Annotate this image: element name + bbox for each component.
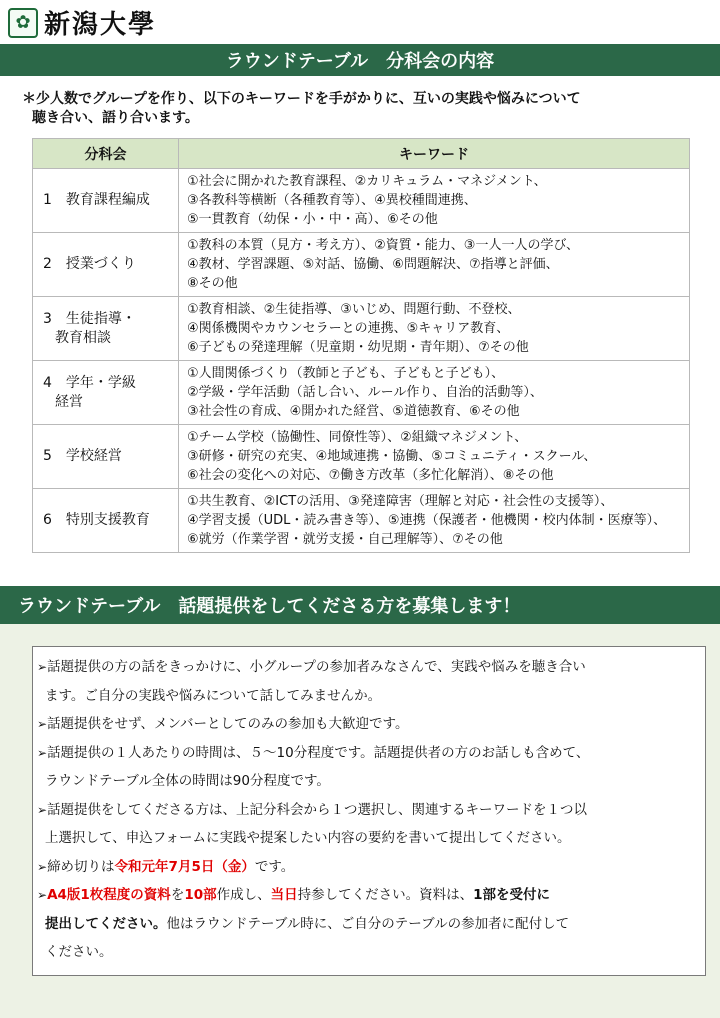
- keyword-line: ③社会性の育成、④開かれた経営、⑤道徳教育、⑥その他: [187, 404, 520, 419]
- page-header: [0, 0, 720, 46]
- row-keywords: [179, 233, 690, 297]
- keyword-line: ④関係機関やカウンセラーとの連携、⑤キャリア教育、: [187, 321, 510, 336]
- keyword-line: ⑥子どもの発達理解（児童期・幼児期・青年期）、⑦その他: [187, 340, 529, 355]
- material-day: 当日: [270, 887, 298, 903]
- keyword-line: ①社会に開かれた教育課程、②カリキュラム・マネジメント、: [187, 174, 547, 189]
- notice-item: [37, 881, 697, 910]
- category-label: 2 授業づくり: [43, 256, 136, 272]
- section1-title: ラウンドテーブル 分科会の内容: [0, 44, 720, 76]
- row-category: [33, 297, 179, 361]
- intro-line-1: ＊少人数でグループを作り、以下のキーワードを手がかりに、互いの実践や悩みについて: [22, 91, 581, 107]
- keyword-line: ①教科の本質（見方・考え方）、②資質・能力、③一人一人の学び、: [187, 238, 579, 253]
- row-category: [33, 233, 179, 297]
- keyword-line: ④学習支援（UDL・読み書き等）、⑤連携（保護者・他機関・校内体制・医療等）、: [187, 513, 667, 528]
- bullet-arrow-icon: ➢: [37, 802, 48, 817]
- category-label-2: 教育相談: [55, 329, 111, 346]
- bullet-arrow-icon: ➢: [37, 745, 48, 760]
- row-category: [33, 489, 179, 553]
- notice-text: 持参してください。資料は、: [297, 887, 474, 903]
- deadline-date: 令和元年7月5日（金）: [114, 858, 255, 875]
- notice-text: 他はラウンドテーブル時に、ご自分のテーブルの参加者に配付して: [166, 915, 570, 932]
- notice-text: 作成し、: [216, 887, 271, 903]
- table-row: [33, 425, 690, 489]
- notice-text: 話題提供をしてくださる方は、上記分科会から１つ選択し、関連するキーワードを１つ以: [47, 801, 588, 818]
- intro-line-2: 聴き合い、語り合います。: [32, 110, 199, 126]
- university-name: 新潟大學: [44, 10, 157, 40]
- row-category: [33, 361, 179, 425]
- notice-text: 締め切りは: [47, 858, 115, 875]
- keyword-line: ③各教科等横断（各種教育等）、④異校種間連携、: [187, 193, 477, 208]
- header-keyword: キーワード: [179, 139, 690, 169]
- notice-text: を: [170, 887, 185, 903]
- row-keywords: [179, 297, 690, 361]
- notice-item-cont: ください。: [45, 944, 113, 960]
- notice-item-cont: [37, 910, 697, 939]
- keyword-line: ③研修・研究の充実、④地域連携・協働、⑤コミュニティ・スクール、: [187, 449, 597, 464]
- keyword-line: ⑤一貫教育（幼保・小・中・高）、⑥その他: [187, 212, 438, 227]
- notice-text: 話題提供の方の話をきっかけに、小グループの参加者みなさんで、実践や悩みを聴き合い: [47, 659, 586, 675]
- bullet-arrow-icon: ➢: [37, 717, 48, 731]
- notice-item: [37, 796, 697, 825]
- header-bunkakai: 分科会: [33, 139, 179, 169]
- notice-item: [37, 710, 697, 739]
- keyword-line: ④教材、学習課題、⑤対話、協働、⑥問題解決、⑦指導と評価、: [187, 257, 559, 272]
- material-size: A4版1枚程度の資料: [47, 887, 171, 903]
- notice-emphasis: 1部を受付に: [473, 887, 551, 903]
- notice-text: 話題提供をせず、メンバーとしてのみの参加も大歓迎です。: [47, 716, 409, 732]
- category-label: 5 学校経営: [43, 448, 122, 464]
- recruitment-notice: [32, 646, 706, 976]
- category-label-2: 経営: [55, 393, 83, 410]
- category-label: 6 特別支援教育: [43, 512, 150, 528]
- row-keywords: [179, 361, 690, 425]
- university-seal-icon: ✿: [8, 8, 38, 38]
- table-header-row: [33, 139, 690, 169]
- notice-item-cont: 上選択して、申込フォームに実践や提案したい内容の要約を書いて提出してください。: [45, 830, 571, 846]
- notice-item: [37, 653, 697, 682]
- section2-title: ラウンドテーブル 話題提供をしてくださる方を募集します！: [0, 586, 720, 624]
- row-keywords: [179, 425, 690, 489]
- bullet-arrow-icon: ➢: [37, 859, 48, 874]
- keyword-line: ⑥就労（作業学習・就労支援・自己理解等）、⑦その他: [187, 532, 503, 547]
- bullet-arrow-icon: ➢: [37, 888, 48, 902]
- notice-item: [37, 853, 697, 882]
- row-category: [33, 169, 179, 233]
- notice-item-cont: ます。ご自分の実践や悩みについて話してみませんか。: [45, 687, 382, 704]
- notice-text: 話題提供の１人あたりの時間は、５～10分程度です。話題提供者の方のお話しも含めて、: [47, 744, 590, 761]
- keyword-table: [32, 138, 690, 553]
- table-row: [33, 489, 690, 553]
- notice-item-cont: ラウンドテーブル全体の時間は90分程度です。: [45, 773, 330, 789]
- keyword-line: ①教育相談、②生徒指導、③いじめ、問題行動、不登校、: [187, 302, 521, 317]
- notice-emphasis: 提出してください。: [45, 915, 167, 932]
- notice-item: [37, 739, 697, 768]
- row-keywords: [179, 169, 690, 233]
- keyword-line: ②学級・学年活動（話し合い、ルール作り、自治的活動等）、: [187, 385, 543, 400]
- bullet-arrow-icon: ➢: [37, 660, 48, 674]
- keyword-line: ⑥社会の変化への対応、⑦働き方改革（多忙化解消）、⑧その他: [187, 468, 554, 483]
- table-row: [33, 361, 690, 425]
- keyword-line: ①共生教育、②ICTの活用、③発達障害（理解と対応・社会性の支援等）、: [187, 494, 614, 509]
- university-logo: [8, 4, 156, 41]
- table-row: [33, 233, 690, 297]
- section1-intro: [22, 90, 702, 128]
- table-row: [33, 169, 690, 233]
- category-label: 1 教育課程編成: [43, 192, 150, 208]
- table-row: [33, 297, 690, 361]
- keyword-line: ⑧その他: [187, 276, 238, 291]
- row-category: [33, 425, 179, 489]
- category-label: 3 生徒指導・: [43, 310, 136, 327]
- row-keywords: [179, 489, 690, 553]
- material-copies: 10部: [184, 887, 217, 903]
- notice-text: です。: [254, 858, 295, 875]
- keyword-line: ①人間関係づくり（教師と子ども、子どもと子ども）、: [187, 366, 505, 381]
- keyword-line: ①チーム学校（協働性、同僚性等）、②組織マネジメント、: [187, 430, 528, 445]
- category-label: 4 学年・学級: [43, 374, 136, 391]
